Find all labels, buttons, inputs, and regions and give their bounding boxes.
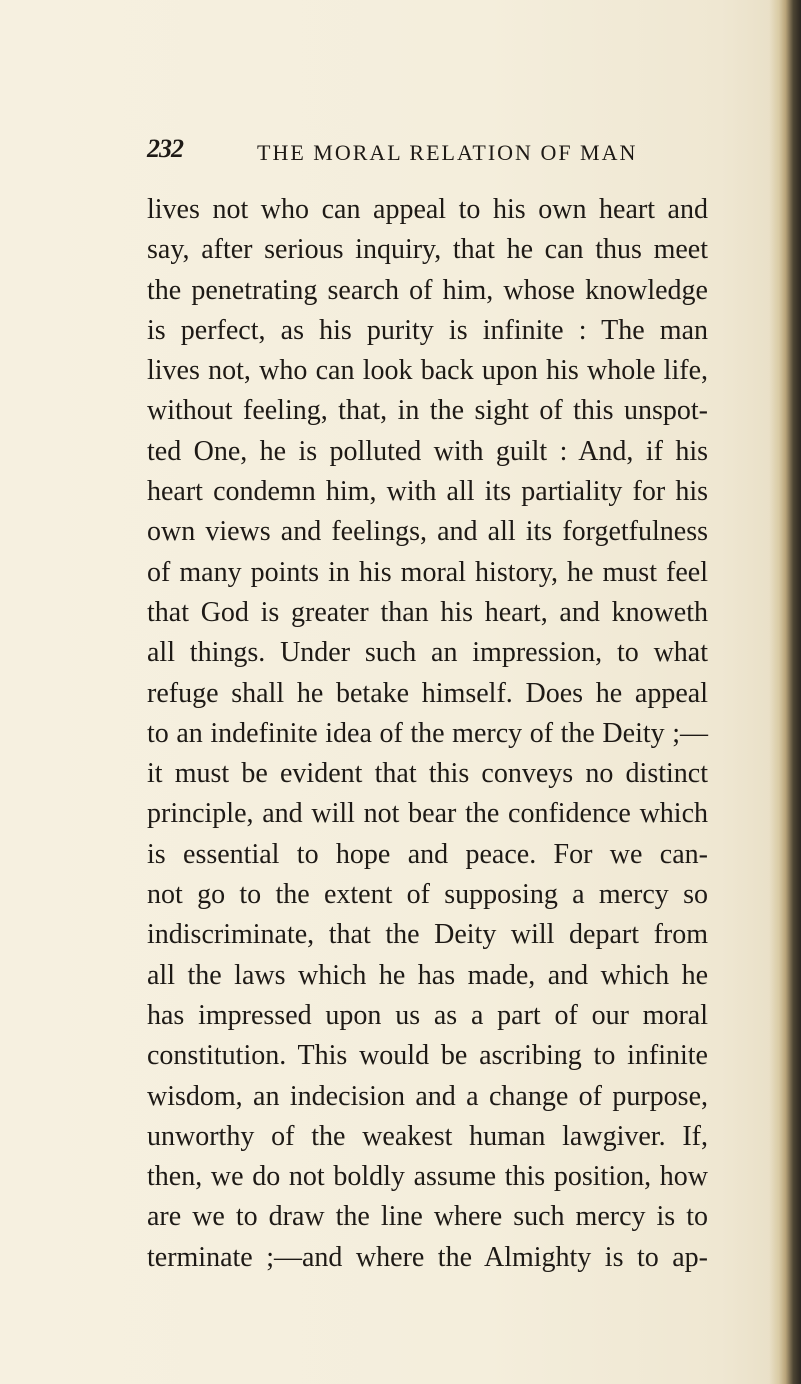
text-line: is essential to hope and peace. For we can-: [147, 838, 708, 870]
text-line: refuge shall he betake himself. Does he appeal: [147, 677, 708, 709]
text-line: terminate ;—and where the Almighty is to ap-: [147, 1241, 708, 1273]
text-line: lives not, who can look back upon his whole life,: [147, 355, 708, 387]
text-line: to an indefinite idea of the mercy of the Deity ;—: [147, 717, 708, 749]
text-line: has impressed upon us as a part of our moral: [147, 999, 708, 1031]
text-line: then, we do not boldly assume this position, how: [147, 1161, 708, 1193]
text-line: heart condemn him, with all its partiality for his: [147, 476, 708, 508]
page-header: [147, 134, 717, 168]
text-line: wisdom, an indecision and a change of purpose,: [147, 1080, 708, 1112]
text-line: that God is greater than his heart, and knoweth: [147, 596, 708, 628]
text-line: say, after serious inquiry, that he can thus meet: [147, 234, 708, 266]
text-line: indiscriminate, that the Deity will depart from: [147, 919, 708, 951]
text-line: constitution. This would be ascribing to infinite: [147, 1040, 708, 1072]
text-line: all the laws which he has made, and which he: [147, 959, 708, 991]
text-line: lives not who can appeal to his own heart and: [147, 194, 708, 225]
text-line: of many points in his moral history, he must feel: [147, 556, 708, 588]
text-line: own views and feelings, and all its forgetfulness: [147, 516, 708, 548]
running-head: THE MORAL RELATION OF MAN: [257, 140, 638, 165]
text-line: are we to draw the line where such mercy is to: [147, 1201, 708, 1233]
text-line: is perfect, as his purity is infinite : The man: [147, 314, 708, 346]
text-line: the penetrating search of him, whose knowledge: [147, 274, 708, 306]
text-line: it must be evident that this conveys no distinct: [147, 758, 708, 790]
text-line: all things. Under such an impression, to what: [147, 637, 708, 669]
text-line: principle, and will not bear the confidence which: [147, 798, 708, 830]
page-edge-shadow: [769, 0, 779, 1384]
text-line: ted One, he is polluted with guilt : And, if his: [147, 435, 708, 467]
text-line: not go to the extent of supposing a mercy so: [147, 879, 708, 911]
text-line: without feeling, that, in the sight of this unspot-: [147, 395, 708, 427]
page-number: 232: [147, 134, 183, 163]
text-line: unworthy of the weakest human lawgiver. If,: [147, 1120, 708, 1152]
binding-edge: [779, 0, 801, 1384]
body-text: [147, 190, 708, 1278]
